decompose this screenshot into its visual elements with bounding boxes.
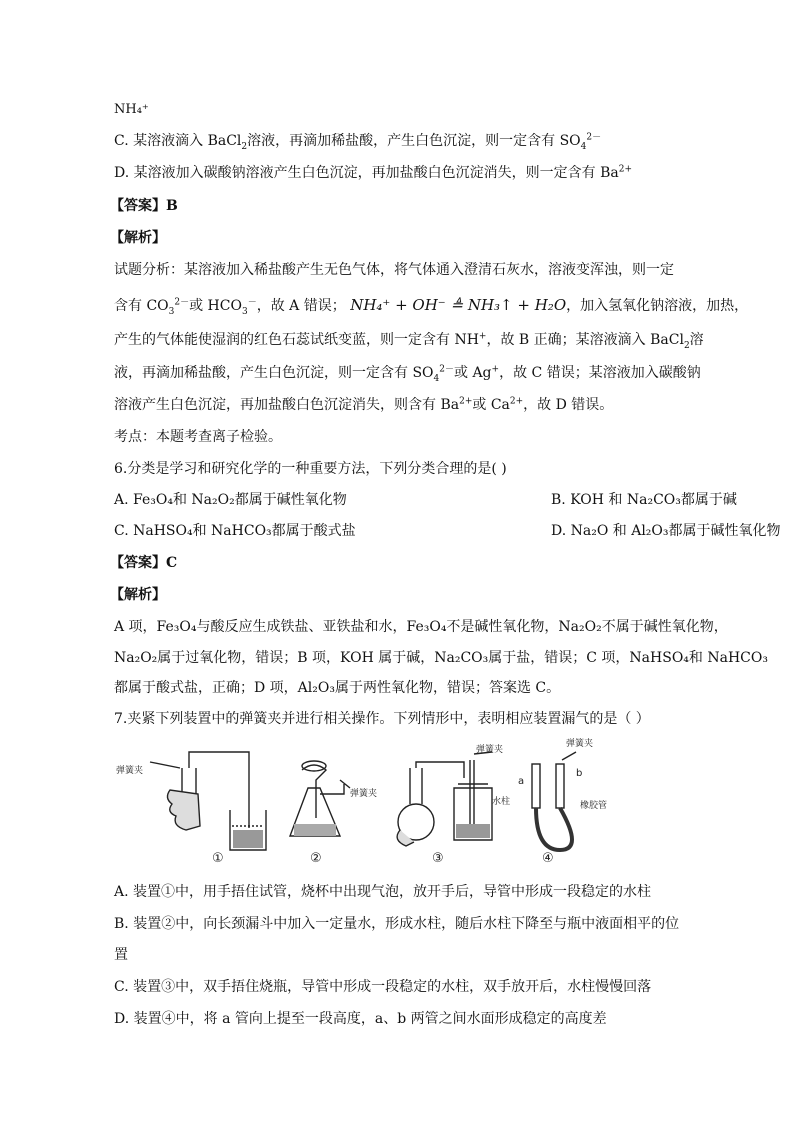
apparatus-4 bbox=[518, 738, 607, 866]
q6-analysis-line2: Na₂O₂属于过氧化物，错误；B 项，KOH 属于碱，Na₂CO₃属于盐，错误；C 项，NaHSO₄和 NaHCO₃ bbox=[114, 650, 768, 666]
q6-option-c: C. NaHSO₄和 NaHCO₃都属于酸式盐 bbox=[114, 523, 356, 539]
label-apparatus-2: ② bbox=[310, 851, 322, 866]
q6-option-d: D. Na₂O 和 Al₂O₃都属于碱性氧化物 bbox=[551, 523, 781, 539]
q7-stem: 7.夹紧下列装置中的弹簧夹并进行相关操作。下列情形中，表明相应装置漏气的是（ ） bbox=[114, 711, 650, 727]
q7-option-a: A. 装置①中，用手捂住试管，烧杯中出现气泡，放开手后，导管中形成一段稳定的水柱 bbox=[114, 884, 652, 900]
apparatus-diagram bbox=[114, 738, 614, 868]
apparatus-3 bbox=[397, 743, 510, 866]
q7-option-c: C. 装置③中，双手捂住烧瓶，导管中形成一段稳定的水柱，双手放开后，水柱慢慢回落 bbox=[114, 979, 652, 995]
clip-label-3: 弹簧夹 bbox=[476, 745, 504, 755]
tube-a-label: a bbox=[518, 776, 525, 787]
q5-analysis-line3: 产生的气体能使湿润的红色石蕊试纸变蓝，则一定含有 NH+，故 B 正确；某溶液滴入 BaCl$_2$溶 bbox=[114, 331, 704, 351]
q5-key-point: 考点：本题考查离子检验。 bbox=[114, 429, 282, 445]
q6-stem: 6.分类是学习和研究化学的一种重要方法，下列分类合理的是( ) bbox=[114, 461, 507, 477]
q6-options-cd bbox=[114, 521, 781, 541]
q5-analysis-title: 【解析】 bbox=[110, 230, 166, 246]
q6-analysis-title: 【解析】 bbox=[110, 587, 166, 603]
q6-analysis-line3: 都属于酸式盐，正确；D 项，Al₂O₃属于两性氧化物，错误；答案选 C。 bbox=[114, 680, 561, 696]
label-apparatus-3: ③ bbox=[432, 851, 444, 866]
q5-option-c: C. 某溶液滴入 BaCl$_2$溶液，再滴加稀盐酸，产生白色沉淀，则一定含有 $SO_4^{2-}$ bbox=[114, 132, 602, 152]
apparatus-2 bbox=[290, 761, 377, 866]
clip-label-4: 弹簧夹 bbox=[566, 739, 594, 749]
ionic-equation: NH₄⁺ + OH⁻ ≜ NH₃↑ + H₂O bbox=[350, 296, 567, 314]
clip-label-1: 弹簧夹 bbox=[116, 766, 144, 776]
q5-analysis-line5: 溶液产生白色沉淀，再加盐酸白色沉淀消失，则含有 $Ba^{2+}$或 $Ca^{2+}$，故 D 错误。 bbox=[114, 396, 614, 413]
clip-label-2: 弹簧夹 bbox=[350, 789, 378, 799]
q5-tail: NH₄⁺ bbox=[114, 102, 149, 117]
rubber-tube-label: 橡胶管 bbox=[580, 801, 608, 811]
water-column-label: 水柱 bbox=[492, 797, 511, 807]
q6-option-b: B. KOH 和 Na₂CO₃都属于碱 bbox=[551, 492, 737, 508]
q6-options-ab bbox=[114, 490, 737, 510]
apparatus-1 bbox=[116, 752, 266, 866]
label-apparatus-1: ① bbox=[212, 851, 224, 866]
q5-analysis-line4: 液，再滴加稀盐酸，产生白色沉淀，则一定含有 $SO_4^{2-}$或 Ag+，故 C 错误；某溶液加入碳酸钠 bbox=[114, 364, 701, 384]
q5-option-d: D. 某溶液加入碳酸钠溶液产生白色沉淀，再加盐酸白色沉淀消失，则一定含有 $Ba^{2+}$ bbox=[114, 164, 632, 181]
q7-option-b-cont: 置 bbox=[114, 947, 128, 963]
q6-analysis-line1: A 项，Fe₃O₄与酸反应生成铁盐、亚铁盐和水，Fe₃O₄不是碱性氧化物，Na₂O₂不属于碱性氧化物， bbox=[114, 619, 728, 635]
q7-option-d: D. 装置④中，将 a 管向上提至一段高度，a、b 两管之间水面形成稳定的高度差 bbox=[114, 1011, 607, 1027]
q5-analysis-line2: 含有 $CO_3^{2-}$或 $HCO_3^-$，故 A 错误； NH₄⁺ + OH⁻ ≜ NH₃↑ + H₂O，加入氢氧化钠溶液，加热， bbox=[114, 296, 749, 317]
label-apparatus-4: ④ bbox=[542, 851, 554, 866]
q6-option-a: A. Fe₃O₄和 Na₂O₂都属于碱性氧化物 bbox=[114, 492, 347, 508]
q5-answer: 【答案】B bbox=[110, 198, 178, 214]
q6-answer: 【答案】C bbox=[110, 555, 178, 571]
q5-analysis-line1: 试题分析：某溶液加入稀盐酸产生无色气体，将气体通入澄清石灰水，溶液变浑浊，则一定 bbox=[114, 262, 674, 278]
tube-b-label: b bbox=[576, 768, 583, 779]
q7-option-b: B. 装置②中，向长颈漏斗中加入一定量水，形成水柱，随后水柱下降至与瓶中液面相平的位 bbox=[114, 916, 680, 932]
